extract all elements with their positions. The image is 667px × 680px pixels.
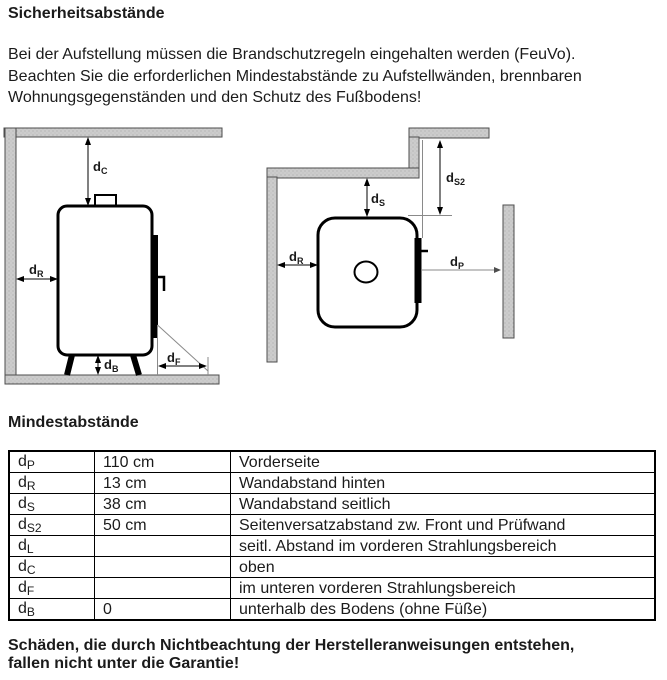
diagram-top-view: [267, 128, 514, 362]
value-cell: 0: [95, 599, 231, 621]
label-ds: $d_S$: [371, 191, 385, 208]
dp-arrowhead-right: [494, 267, 501, 273]
table-row: [9, 473, 655, 494]
label-df: $d_F$: [167, 350, 181, 367]
value-cell: [95, 557, 231, 578]
symbol: d: [18, 516, 27, 533]
value-cell: 13 cm: [95, 473, 231, 494]
rear-wall-top: [267, 177, 277, 362]
ds-arrowhead-bottom: [364, 209, 370, 217]
floor: [5, 375, 219, 384]
ds2-arrowhead-top: [437, 140, 443, 148]
symbol-subscript: S: [26, 500, 35, 514]
description-cell: seitl. Abstand im vorderen Strahlungsbereich: [231, 536, 656, 557]
warning-line-2: fallen nicht unter die Garantie!: [8, 655, 240, 672]
safety-distance-diagrams: [0, 118, 667, 398]
label-dc: $d_C$: [93, 159, 108, 176]
table-row: [9, 536, 655, 557]
description-cell: Wandabstand hinten: [231, 473, 656, 494]
side-wall-top: [267, 168, 419, 178]
warning-line-1: Schäden, die durch Nichtbeachtung der Herstelleranweisungen entstehen,: [8, 637, 575, 654]
description-cell: Vorderseite: [231, 451, 656, 473]
minimum-distances-table: [8, 450, 656, 621]
label-dr: $d_R$: [29, 262, 44, 279]
symbol: d: [18, 600, 27, 617]
stove-door-side: [151, 235, 158, 338]
symbol: d: [18, 495, 27, 512]
offset-wall-top: [409, 128, 489, 138]
symbol-subscript: R: [26, 479, 36, 493]
symbol: d: [18, 474, 27, 491]
stove-leg-right: [133, 355, 139, 375]
stove-door-top: [415, 238, 422, 303]
ds2-arrowhead-bottom: [437, 207, 443, 215]
dr-arrowhead-left: [16, 276, 24, 282]
description-cell: oben: [231, 557, 656, 578]
dr-top-arrowhead-left: [277, 262, 285, 268]
rear-wall: [5, 128, 16, 375]
dc-arrowhead-top: [85, 137, 91, 145]
value-cell: [95, 536, 231, 557]
symbol-subscript: S2: [26, 521, 42, 535]
description-cell: im unteren vorderen Strahlungsbereich: [231, 578, 656, 599]
intro-line-3: Wohnungsgegenständen und den Schutz des Fußbodens!: [8, 89, 422, 106]
label-db: $d_B$: [104, 357, 119, 374]
db-arrowhead-bottom: [95, 367, 101, 375]
description-cell: unterhalb des Bodens (ohne Füße): [231, 599, 656, 621]
df-arrowhead-right: [199, 363, 207, 369]
test-wall-pruefwand: [503, 205, 514, 338]
symbol: d: [18, 537, 27, 554]
offset-wall-connector: [409, 137, 419, 168]
table-row: [9, 451, 655, 473]
stove-handle-side: [158, 277, 164, 291]
symbol: d: [18, 579, 27, 596]
label-dr-top: $d_R$: [289, 249, 304, 266]
page-title: Sicherheitsabstände: [8, 5, 165, 22]
symbol-subscript: F: [26, 584, 35, 598]
symbol-subscript: L: [26, 542, 34, 556]
section-title-mindestabstaende: Mindestabstände: [8, 414, 139, 431]
value-cell: [95, 578, 231, 599]
df-arrowhead-left: [158, 363, 166, 369]
value-cell: 110 cm: [95, 451, 231, 473]
value-cell: 38 cm: [95, 494, 231, 515]
flue-outlet-circle: [355, 262, 378, 283]
stove-body-side: [58, 206, 152, 355]
table-row: [9, 578, 655, 599]
symbol-subscript: B: [26, 605, 35, 619]
ceiling-wall: [4, 128, 222, 137]
intro-line-1: Bei der Aufstellung müssen die Brandschutzregeln eingehalten werden (FeuVo).: [8, 46, 576, 63]
table-row: [9, 515, 655, 536]
symbol: d: [18, 453, 27, 470]
stove-leg-left: [67, 355, 72, 375]
symbol: d: [18, 558, 27, 575]
table-row: [9, 599, 655, 621]
intro-paragraph: [8, 44, 582, 109]
table-row: [9, 557, 655, 578]
ds-arrowhead-top: [364, 178, 370, 186]
symbol-subscript: C: [26, 563, 36, 577]
description-cell: Seitenversatzabstand zw. Front und Prüfwand: [231, 515, 656, 536]
description-cell: Wandabstand seitlich: [231, 494, 656, 515]
warranty-warning: [8, 637, 574, 673]
diagram-side-view: [4, 128, 222, 384]
value-cell: 50 cm: [95, 515, 231, 536]
table-row: [9, 494, 655, 515]
label-dp: $d_P$: [450, 254, 464, 271]
label-ds2: $d_{S2}$: [446, 170, 465, 187]
symbol-subscript: P: [26, 458, 35, 472]
intro-line-2: Beachten Sie die erforderlichen Mindestabstände zu Aufstellwänden, brennbaren: [8, 67, 582, 85]
